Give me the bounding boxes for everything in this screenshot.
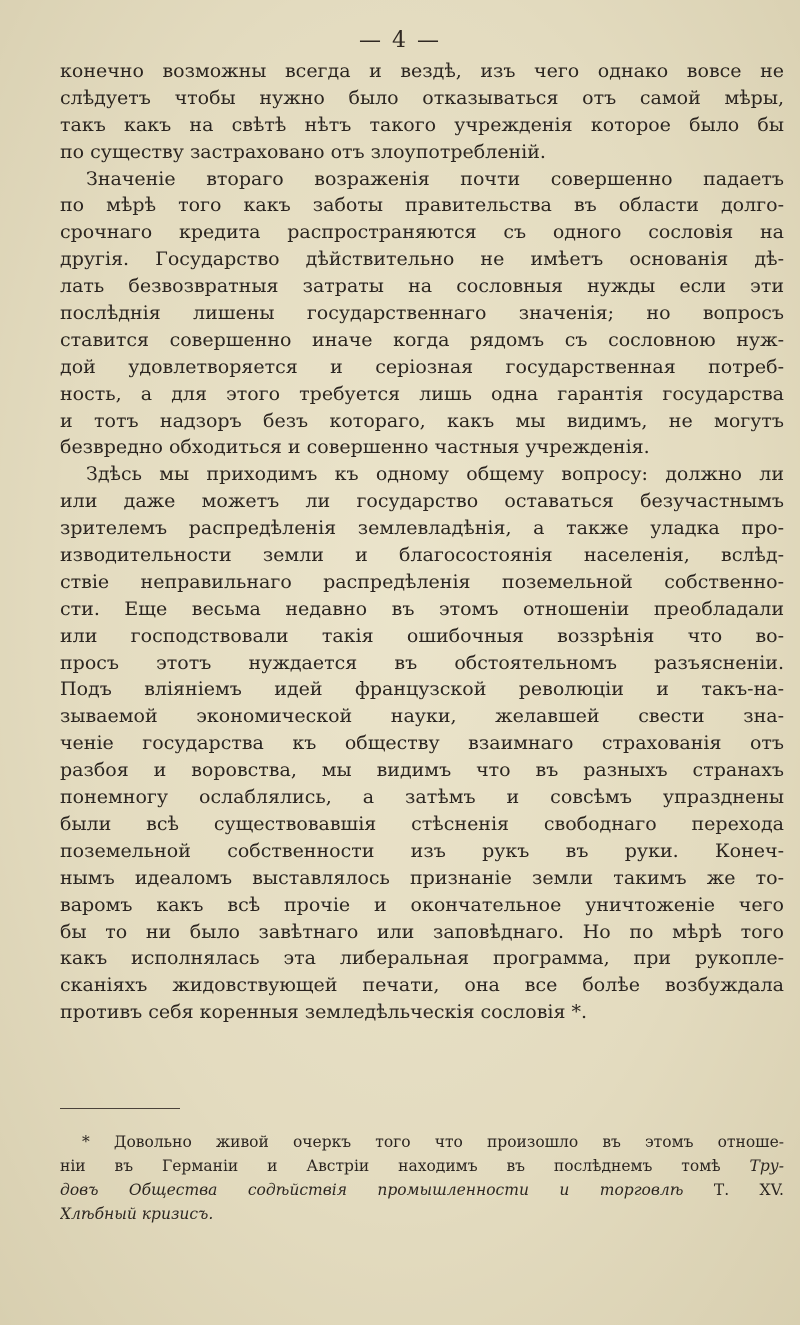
footnote-line xyxy=(60,1178,784,1202)
text-line: Подъ вліяніемъ идей французской революціи и такъ-на- xyxy=(60,678,784,701)
text-line: бы то ни было завѣтнаго или заповѣднаго. Но по мѣрѣ того xyxy=(60,920,784,943)
text-line: сти. Еще весьма недавно въ этомъ отношеніи преобладали xyxy=(60,597,784,620)
footnote-italic-text: довъ Общества содѣйствія промышленности и торговлѣ xyxy=(60,1181,684,1199)
text-line: другія. Государство дѣйствительно не имѣетъ основанія дѣ- xyxy=(60,248,784,271)
text-line: конечно возможны всегда и вездѣ, изъ чего однако вовсе не xyxy=(60,60,784,82)
text-line: ставится совершенно иначе когда рядомъ съ сословною нуж- xyxy=(60,328,784,351)
text-line: ченіе государства къ обществу взаимнаго страхованія отъ xyxy=(60,732,784,755)
main-text xyxy=(60,58,784,1026)
text-line: просъ этотъ нуждается въ обстоятельномъ разъясненіи. xyxy=(60,651,784,674)
text-line: нымъ идеаломъ выставлялось признаніе земли такимъ же то- xyxy=(60,866,784,889)
text-line: варомъ какъ всѣ прочіе и окончательное уничтоженіе чего xyxy=(60,893,784,916)
paragraph-start: Здѣсь мы приходимъ къ одному общему вопросу: должно ли xyxy=(86,463,784,486)
footnote-line: * Довольно живой очеркъ того что произошло въ этомъ отноше- xyxy=(82,1133,784,1151)
text-line: или даже можетъ ли государство оставаться безучастнымъ xyxy=(60,490,784,513)
text-line: ствіе неправильнаго распредѣленія поземельной собственно- xyxy=(60,570,784,593)
text-line: ность, а для этого требуется лишь одна гарантія государства xyxy=(60,382,784,405)
text-line: по мѣрѣ того какъ заботы правительства въ области долго- xyxy=(60,194,784,217)
text-line: поземельной собственности изъ рукъ въ руки. Конеч- xyxy=(60,839,784,862)
footnote-line xyxy=(60,1154,784,1178)
text-line: изводительности земли и благосостоянія населенія, вслѣд- xyxy=(60,544,784,567)
footnote xyxy=(60,1130,784,1226)
text-line: или господствовали такія ошибочныя воззрѣнія что во- xyxy=(60,624,784,647)
text-line: противъ себя коренныя земледѣльческія сословія *. xyxy=(60,1001,588,1024)
footnote-text: Т. XV. xyxy=(683,1181,784,1199)
text-line: безвредно обходиться и совершенно частныя учрежденія. xyxy=(60,436,650,459)
text-line: какъ исполнялась эта либеральная программа, при рукопле- xyxy=(60,947,784,970)
text-line: зрителемъ распредѣленія землевладѣнія, а также уладка про- xyxy=(60,517,784,540)
text-line: разбоя и воровства, мы видимъ что въ разныхъ странахъ xyxy=(60,759,784,782)
text-line: срочнаго кредита распространяются съ одного сословія на xyxy=(60,221,784,244)
text-line: послѣднія лишены государственнаго значенія; но вопросъ xyxy=(60,302,784,325)
page-number: — 4 — xyxy=(359,28,441,53)
text-line: сканіяхъ жидовствующей печати, она все болѣе возбуждала xyxy=(60,974,784,997)
text-line: понемногу ослаблялись, а затѣмъ и совсѣмъ упразднены xyxy=(60,786,784,809)
text-line: были всѣ существовавшія стѣсненія свободнаго перехода xyxy=(60,812,784,835)
text-line: лать безвозвратныя затраты на сословныя нужды если эти xyxy=(60,275,784,298)
footnote-line: Хлѣбный кризисъ. xyxy=(60,1205,214,1223)
text-line: такъ какъ на свѣтѣ нѣтъ такого учрежденія которое было бы xyxy=(60,113,784,136)
text-line: слѣдуетъ чтобы нужно было отказываться отъ самой мѣры, xyxy=(60,86,784,109)
text-line: по существу застраховано отъ злоупотребленій. xyxy=(60,140,546,163)
text-line: и тотъ надзоръ безъ котораго, какъ мы видимъ, не могутъ xyxy=(60,409,784,432)
paragraph-start: Значеніе втораго возраженія почти совершенно падаетъ xyxy=(86,167,784,190)
footnote-italic-text: Тру- xyxy=(749,1157,784,1175)
text-line: дой удовлетворяется и серіозная государственная потреб- xyxy=(60,355,784,378)
text-line: зываемой экономической науки, желавшей свести зна- xyxy=(60,705,784,728)
footnote-rule xyxy=(60,1108,180,1109)
footnote-text: ніи въ Германіи и Австріи находимъ въ послѣднемъ томѣ xyxy=(60,1157,750,1175)
